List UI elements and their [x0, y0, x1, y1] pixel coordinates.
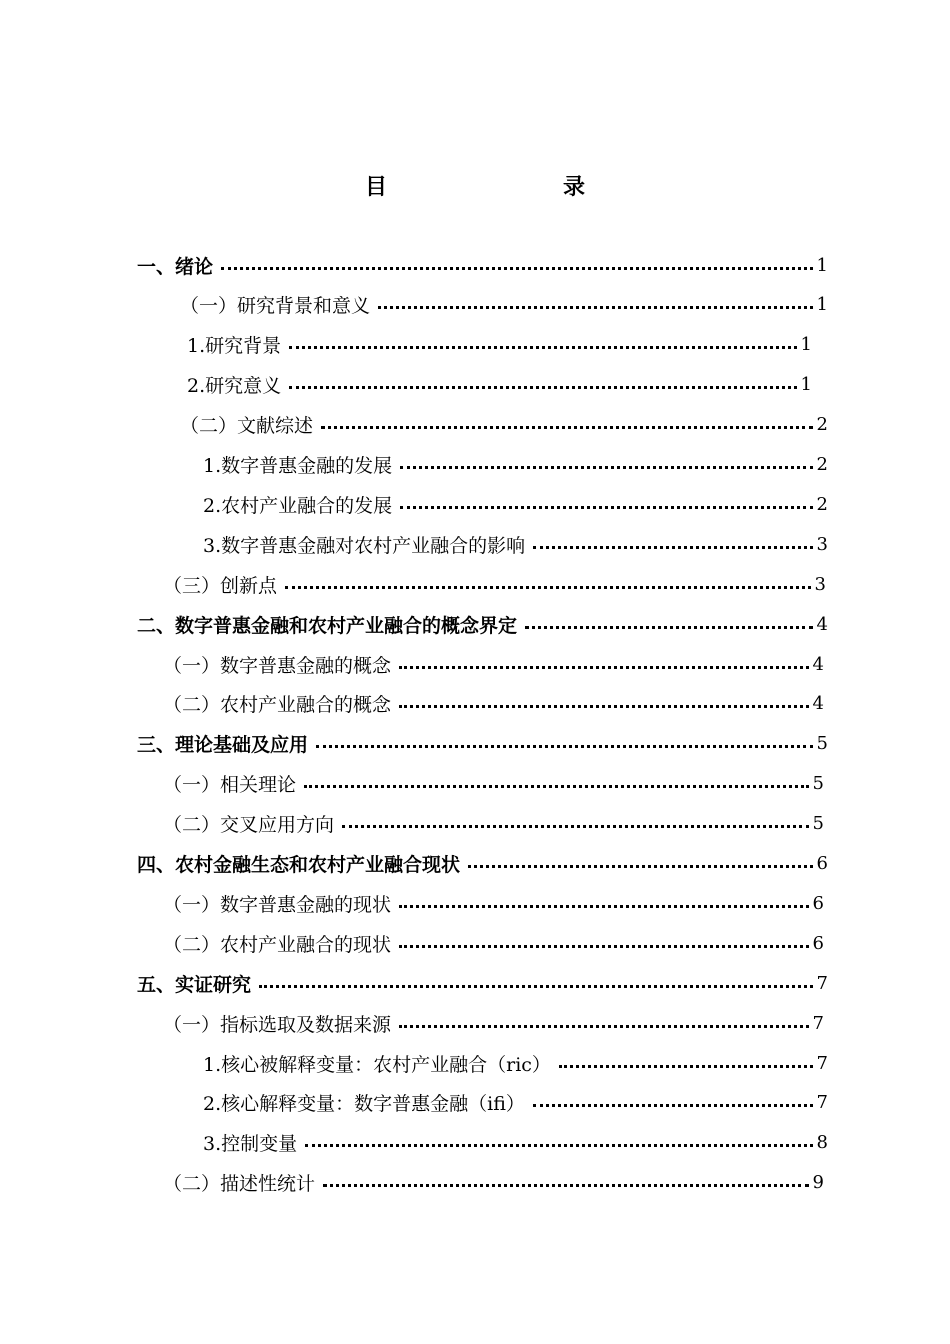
- toc-entry-label: 三、理论基础及应用: [137, 734, 309, 757]
- toc-leader-dots: [316, 745, 813, 748]
- toc-page-number: 1: [816, 254, 828, 276]
- toc-leader-dots: [378, 306, 813, 309]
- toc-entry-label: 1.数字普惠金融的发展: [203, 455, 393, 477]
- toc-page-number: 5: [812, 813, 824, 835]
- toc-entry-label: 五、实证研究: [137, 973, 252, 996]
- toc-entry[interactable]: [163, 764, 824, 804]
- toc-page-number: 3: [816, 533, 828, 555]
- toc-entry[interactable]: [180, 285, 828, 325]
- toc-page-number: 8: [816, 1132, 828, 1154]
- toc-leader-dots: [399, 1025, 809, 1028]
- toc-page-number: 7: [812, 1012, 824, 1034]
- toc-entry[interactable]: [163, 1163, 824, 1203]
- toc-entry[interactable]: [203, 484, 828, 524]
- toc-page-number: 1: [816, 294, 828, 316]
- toc-entry-label: （二）文献综述: [180, 415, 314, 438]
- toc-entry-label: 1.核心被解释变量：农村产业融合（ric）: [203, 1053, 551, 1076]
- toc-leader-dots: [323, 1184, 809, 1187]
- toc-entry[interactable]: [203, 445, 828, 485]
- toc-entry-label: （二）农村产业融合的概念: [163, 694, 392, 717]
- toc-leader-dots: [400, 466, 812, 469]
- toc-entry[interactable]: [163, 684, 824, 724]
- toc-entry-label: （一）相关理论: [163, 774, 297, 797]
- toc-leader-dots: [525, 626, 813, 629]
- toc-page-number: 4: [816, 613, 828, 635]
- toc-page-number: 2: [816, 454, 828, 475]
- toc-entry[interactable]: [137, 844, 828, 884]
- toc-leader-dots: [399, 705, 809, 708]
- toc-page-number: 2: [816, 493, 828, 515]
- page-title: 目 录: [364, 175, 629, 200]
- toc-entry[interactable]: [163, 804, 824, 844]
- toc-page-number: 4: [812, 693, 824, 715]
- toc-entry-label: （一）指标选取及数据来源: [163, 1013, 392, 1036]
- toc-page-number: 2: [816, 414, 828, 436]
- toc-leader-dots: [305, 1144, 812, 1147]
- toc-leader-dots: [399, 945, 809, 948]
- toc-entry[interactable]: [163, 644, 824, 684]
- toc-leader-dots: [289, 346, 796, 349]
- toc-page-number: 6: [812, 932, 824, 954]
- toc-leader-dots: [400, 506, 812, 509]
- toc-entry[interactable]: [163, 1003, 824, 1043]
- toc-entry-label: 2.研究意义: [187, 375, 282, 398]
- toc-entry[interactable]: [137, 724, 828, 764]
- toc-leader-dots: [399, 666, 809, 669]
- toc-entry-label: （一）数字普惠金融的概念: [163, 654, 392, 677]
- toc-page-number: 6: [812, 892, 824, 914]
- toc-leader-dots: [468, 865, 813, 868]
- toc-entry[interactable]: [203, 1043, 828, 1083]
- toc-entry[interactable]: [163, 564, 826, 604]
- toc-entry[interactable]: [137, 963, 828, 1003]
- toc-entry-label: （一）研究背景和意义: [180, 295, 371, 318]
- toc-entry[interactable]: [187, 365, 812, 405]
- toc-page-number: 9: [812, 1172, 824, 1194]
- toc-leader-dots: [342, 825, 809, 828]
- toc-entry[interactable]: [137, 245, 828, 285]
- toc-entry-label: （二）描述性统计: [163, 1173, 316, 1196]
- toc-entry-label: 2.农村产业融合的发展: [203, 494, 393, 517]
- toc-entry[interactable]: [187, 325, 812, 365]
- toc-leader-dots: [289, 386, 796, 389]
- toc-entry-label: 3.数字普惠金融对农村产业融合的影响: [203, 534, 526, 557]
- toc-leader-dots: [559, 1065, 813, 1068]
- toc-leader-dots: [259, 985, 813, 988]
- toc-page-number: 5: [816, 733, 828, 755]
- toc-entry-label: （二）农村产业融合的现状: [163, 933, 392, 956]
- toc-entry[interactable]: [163, 883, 824, 923]
- toc-page-number: 3: [814, 573, 826, 595]
- toc-page-number: 5: [812, 773, 824, 795]
- toc-entry-label: 四、农村金融生态和农村产业融合现状: [137, 854, 461, 876]
- toc-entry[interactable]: [137, 604, 828, 644]
- toc-entry-label: 2.核心解释变量：数字普惠金融（ifi）: [203, 1093, 525, 1116]
- toc-page-number: 6: [816, 853, 828, 874]
- toc-page-number: 7: [816, 972, 828, 994]
- toc-entry-label: 1.研究背景: [187, 335, 282, 358]
- toc-leader-dots: [321, 426, 813, 429]
- toc-leader-dots: [399, 905, 809, 908]
- toc-page-number: 7: [816, 1052, 828, 1074]
- toc-entry[interactable]: [180, 405, 828, 445]
- toc-entry-label: （三）创新点: [163, 574, 278, 597]
- toc-page-number: 1: [800, 374, 812, 396]
- toc-leader-dots: [533, 1104, 813, 1107]
- toc-page-number: 7: [816, 1092, 828, 1114]
- toc-page-number: 1: [800, 334, 812, 356]
- toc-entry[interactable]: [203, 1083, 828, 1123]
- toc-entry-label: 二、数字普惠金融和农村产业融合的概念界定: [137, 614, 518, 637]
- toc-entry[interactable]: [203, 524, 828, 564]
- toc-leader-dots: [304, 785, 809, 788]
- toc-entry[interactable]: [203, 1123, 828, 1163]
- toc-entry-label: （一）数字普惠金融的现状: [163, 893, 392, 916]
- toc-leader-dots: [285, 586, 811, 589]
- toc-leader-dots: [221, 267, 813, 270]
- toc-entry-label: 一、绪论: [137, 255, 214, 278]
- toc-entry-label: 3.控制变量: [203, 1133, 298, 1156]
- toc-leader-dots: [533, 546, 812, 549]
- toc-entry[interactable]: [163, 923, 824, 963]
- toc-entry-label: （二）交叉应用方向: [163, 814, 335, 837]
- toc-page-number: 4: [812, 653, 824, 675]
